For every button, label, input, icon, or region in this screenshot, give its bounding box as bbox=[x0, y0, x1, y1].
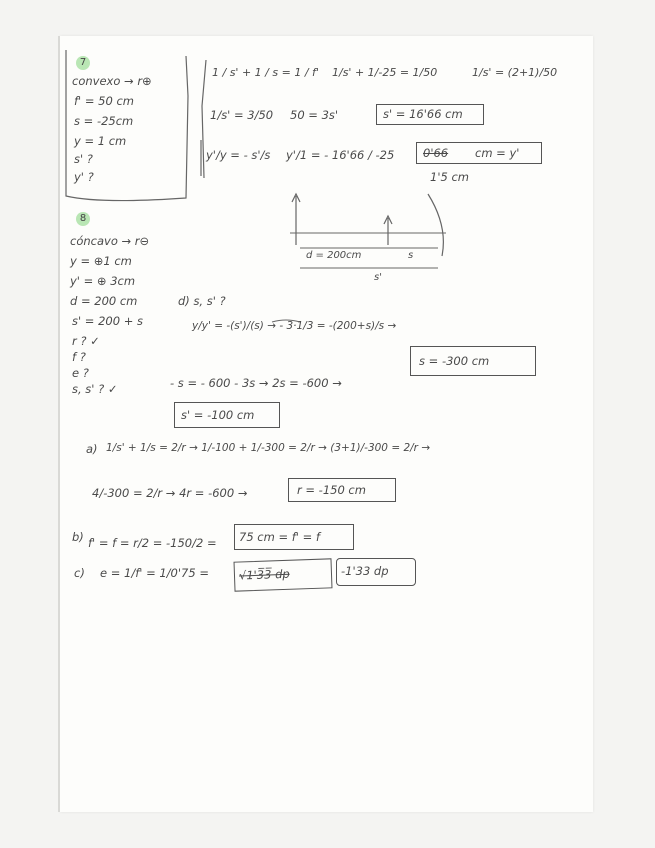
partd-result-sprime: s' = -100 cm bbox=[181, 408, 255, 422]
problem7-eq2-mid: 50 = 3s' bbox=[290, 108, 339, 122]
parta-answer-box bbox=[288, 478, 396, 502]
problem7-eq3-struck: 0'66 bbox=[423, 146, 449, 160]
partd-answer-box-sprime bbox=[174, 402, 280, 428]
partd-answer-box-s bbox=[410, 346, 536, 376]
diagram-sprime-label: s' bbox=[374, 272, 382, 283]
problem-number-8: 8 bbox=[76, 212, 90, 226]
problem7-given-5: y' ? bbox=[74, 170, 94, 184]
parta-label: a) bbox=[86, 442, 98, 456]
partb-line: f' = f = r/2 = -150/2 = bbox=[88, 536, 217, 550]
problem7-note: 1'5 cm bbox=[430, 170, 469, 184]
problem8-given-4: s' = 200 + s bbox=[72, 314, 143, 328]
problem7-eq1-lhs2: 1 / s bbox=[254, 66, 279, 79]
problem8-given-3: d = 200 cm bbox=[70, 294, 138, 308]
partc-struck-box bbox=[234, 558, 333, 591]
problem7-given-4: s' ? bbox=[74, 152, 93, 166]
partd-result-s: s = -300 cm bbox=[419, 354, 490, 368]
problem7-given-2: s = -25cm bbox=[74, 114, 134, 128]
problem8-given-2: y' = ⊕ 3cm bbox=[70, 274, 136, 288]
problem7-eq2-result: s' = 16'66 cm bbox=[383, 107, 463, 121]
problem7-eq3-mid: y'/1 = - 16'66 / -25 bbox=[286, 148, 395, 162]
problem7-eq2-left: 1/s' = 3/50 bbox=[210, 108, 274, 122]
partb-result: 75 cm = f' = f bbox=[239, 530, 320, 544]
problem8-header: cóncavo → r⊖ bbox=[70, 234, 150, 248]
problem8-given-6: f ? bbox=[72, 350, 86, 364]
problem8-given-8: s, s' ? ✓ bbox=[72, 382, 118, 396]
parta-line1: 1/s' + 1/s = 2/r → 1/-100 + 1/-300 = 2/r → (3+1)/-300 = 2/r → bbox=[106, 442, 431, 454]
partd-label: d) s, s' ? bbox=[178, 294, 226, 308]
problem7-eq3-answer-box bbox=[416, 142, 542, 164]
partc-struck: √1'3̅3̅ dp bbox=[238, 566, 290, 583]
problem7-eq3-left: y'/y = - s'/s bbox=[206, 148, 271, 162]
problem7-eq1-step1: 1/s' + 1/-25 = 1/50 bbox=[332, 66, 438, 79]
problem7-eq2-answer-box bbox=[376, 104, 484, 125]
partb-answer-box bbox=[234, 524, 354, 550]
diagram-d-label: d = 200cm bbox=[306, 250, 362, 261]
problem-number-7: 7 bbox=[76, 56, 90, 70]
problem7-eq1-rhs: 1 / f' bbox=[294, 66, 319, 79]
problem7-eq1-step2: 1/s' = (2+1)/50 bbox=[472, 66, 558, 79]
partb-label: b) bbox=[72, 530, 84, 544]
notebook-page bbox=[60, 36, 593, 812]
partc-answer-box bbox=[336, 558, 416, 586]
parta-line2: 4/-300 = 2/r → 4r = -600 → bbox=[92, 486, 248, 500]
problem7-given-3: y = 1 cm bbox=[74, 134, 127, 148]
problem7-header: convexo → r⊕ bbox=[72, 74, 152, 88]
problem7-eq3-result: cm = y' bbox=[475, 146, 520, 160]
partc-result: -1'33 dp bbox=[341, 564, 389, 578]
partd-line2: - s = - 600 - 3s → 2s = -600 → bbox=[170, 376, 342, 390]
diagram-s-label: s bbox=[408, 250, 414, 261]
problem8-given-1: y = ⊕1 cm bbox=[70, 254, 132, 268]
problem7-eq1-lhs1: 1 / s' bbox=[212, 66, 239, 79]
parta-result: r = -150 cm bbox=[297, 483, 366, 497]
partc-line: e = 1/f' = 1/0'75 = bbox=[100, 566, 209, 580]
partd-line1: y/y' = -(s')/(s) → - 3·1/3 = -(200+s)/s → bbox=[192, 320, 397, 332]
problem8-given-7: e ? bbox=[72, 366, 89, 380]
problem7-given-1: f' = 50 cm bbox=[74, 94, 134, 108]
problem8-given-5: r ? ✓ bbox=[72, 334, 100, 348]
problem7-eq1-lens-formula: 1 / s' + 1 / s = 1 / f' bbox=[212, 66, 319, 79]
partc-label: c) bbox=[74, 566, 85, 580]
